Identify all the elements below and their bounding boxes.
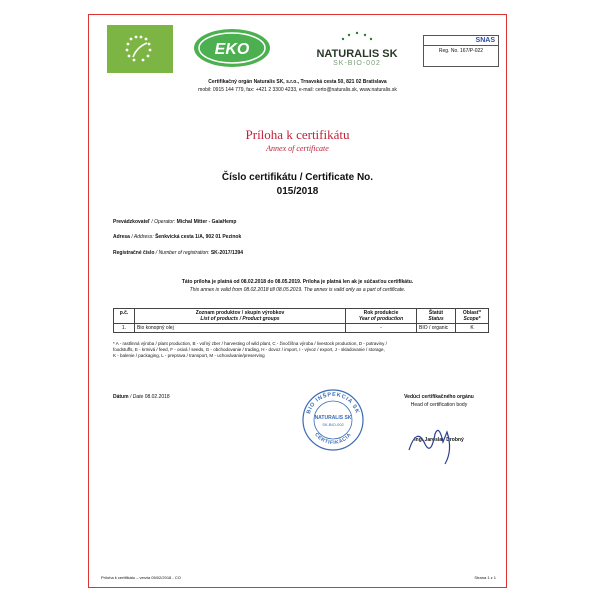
annex-subtitle: Annex of certificate — [266, 144, 329, 153]
date-label-en: / Date — [129, 394, 144, 400]
certificate-annex-page — [88, 14, 507, 588]
annex-title: Príloha k certifikátu — [245, 127, 350, 142]
col-year-en: Year of production — [358, 316, 404, 322]
date-row — [113, 394, 170, 401]
signature-name: Ing. Jaroslav Drobný — [414, 437, 464, 443]
operator-row — [113, 219, 236, 226]
row-status: BIO / organic — [417, 324, 456, 333]
col-year-sk: Rok produkcie — [363, 310, 399, 316]
eko-logo — [193, 27, 271, 69]
snas-label: SNAS — [475, 37, 495, 44]
legend-line-3: K - balenie / packaging, L - preprava / transport, M - uchovávanie/preserving — [113, 353, 265, 358]
stamp-middle-text: NATURALIS SK — [314, 415, 352, 421]
col-scope — [456, 309, 489, 324]
col-status — [417, 309, 456, 324]
operator-label-en: / Operator: — [151, 219, 176, 225]
col-products-sk: Zoznam produktov / skupín výrobkov — [195, 310, 285, 316]
scope-legend — [113, 341, 493, 359]
signature-head-sk: Vedúci certifikačného orgánu — [404, 394, 474, 400]
signature-scribble — [403, 420, 463, 466]
col-products — [135, 309, 346, 324]
row-product: Bio konopný olej — [135, 324, 346, 333]
naturalis-sun-icon — [297, 27, 417, 43]
stamp-bottom-text: CERTIFIKÁCIA — [313, 431, 353, 447]
registration-row — [113, 250, 243, 257]
snas-reg: Reg. No. 167/P-022 — [424, 45, 498, 54]
table-header-row — [114, 309, 489, 324]
validity-sk: Táto príloha je platná od 08.02.2018 do 08.05.2019. Príloha je platná len ak je súčasťou certifikátu. — [181, 279, 414, 285]
org-line: Certifikačný orgán Naturalis SK, s.r.o., Trnavská cesta 50, 821 02 Bratislava — [208, 79, 387, 85]
date-value: 08.02.2018 — [144, 394, 170, 400]
row-year: - — [346, 324, 417, 333]
registration-label-en: / Number of registration: — [155, 250, 210, 256]
validity-en: This annex is valid from 08.02.2018 till 08.05.2019. The annex is valid only as a part of certificate. — [189, 287, 406, 293]
certification-stamp — [301, 388, 365, 452]
stamp-top-text: BIO INŠPEKCIA SK — [305, 391, 361, 415]
naturalis-logo — [297, 27, 417, 71]
eu-organic-logo — [107, 25, 173, 73]
table-row — [114, 324, 489, 333]
naturalis-title: NATURALIS SK — [316, 48, 398, 60]
col-pc: p.č. — [114, 309, 135, 324]
eko-logo-text: EKO — [214, 41, 250, 58]
stamp-code-text: SK-BIO-002 — [322, 422, 344, 427]
row-pc: 1. — [114, 324, 135, 333]
contact-line: mobil: 0915 144 779, fax: +421 2 3300 4233, e-mail: certo@naturalis.sk, www.naturalis.sk — [198, 87, 397, 93]
address-label: Adresa — [113, 234, 130, 240]
col-status-en: Status — [428, 316, 444, 322]
svg-text:BIO INŠPEKCIA SK — [306, 391, 360, 415]
col-year — [346, 309, 417, 324]
col-products-en: List of products / Product groups — [200, 316, 280, 322]
col-status-sk: Štatút — [428, 310, 444, 316]
snas-logo — [423, 35, 499, 67]
address-row — [113, 234, 241, 241]
row-scope: K — [456, 324, 489, 333]
registration-value: SK-2017/1394 — [210, 250, 244, 256]
address-label-en: / Address: — [131, 234, 154, 240]
footer-left: Príloha k certifikátu – verzia 05/02/2018 - CO — [101, 575, 181, 580]
footer-right: Strana 1 z 1 — [474, 575, 496, 580]
legend-line-1: * A - rastlinná výroba / plant production, B - voľný zber / harvesting of wild plant, C - živočíšna výroba / livestock production, D - potraviny / — [113, 341, 387, 346]
col-scope-en: Scope* — [463, 316, 481, 322]
signature-head-en: Head of certification body — [410, 402, 468, 408]
certificate-number: 015/2018 — [276, 186, 319, 197]
naturalis-subtitle: SK-BIO-002 — [333, 60, 381, 67]
legend-line-2: foodstuffs, E - krmivá / feed, F - osivá / seeds, G - obchodovanie / trading, H - dovoz / import, I - vývoz / export, J - skladovanie / storage, — [113, 347, 385, 352]
certificate-label: Číslo certifikátu / Certificate No. — [221, 172, 374, 183]
address-value: Šenkvická cesta 1/A, 902 01 Pezinok — [155, 234, 242, 240]
operator-value: Michal Mitter - GaiaHemp — [176, 219, 237, 225]
date-label: Dátum — [113, 394, 129, 400]
registration-label: Registračné číslo — [113, 250, 155, 256]
operator-label: Prevádzkovateľ — [113, 219, 150, 225]
products-table — [113, 308, 489, 333]
col-scope-sk: Oblasť* — [462, 310, 482, 316]
